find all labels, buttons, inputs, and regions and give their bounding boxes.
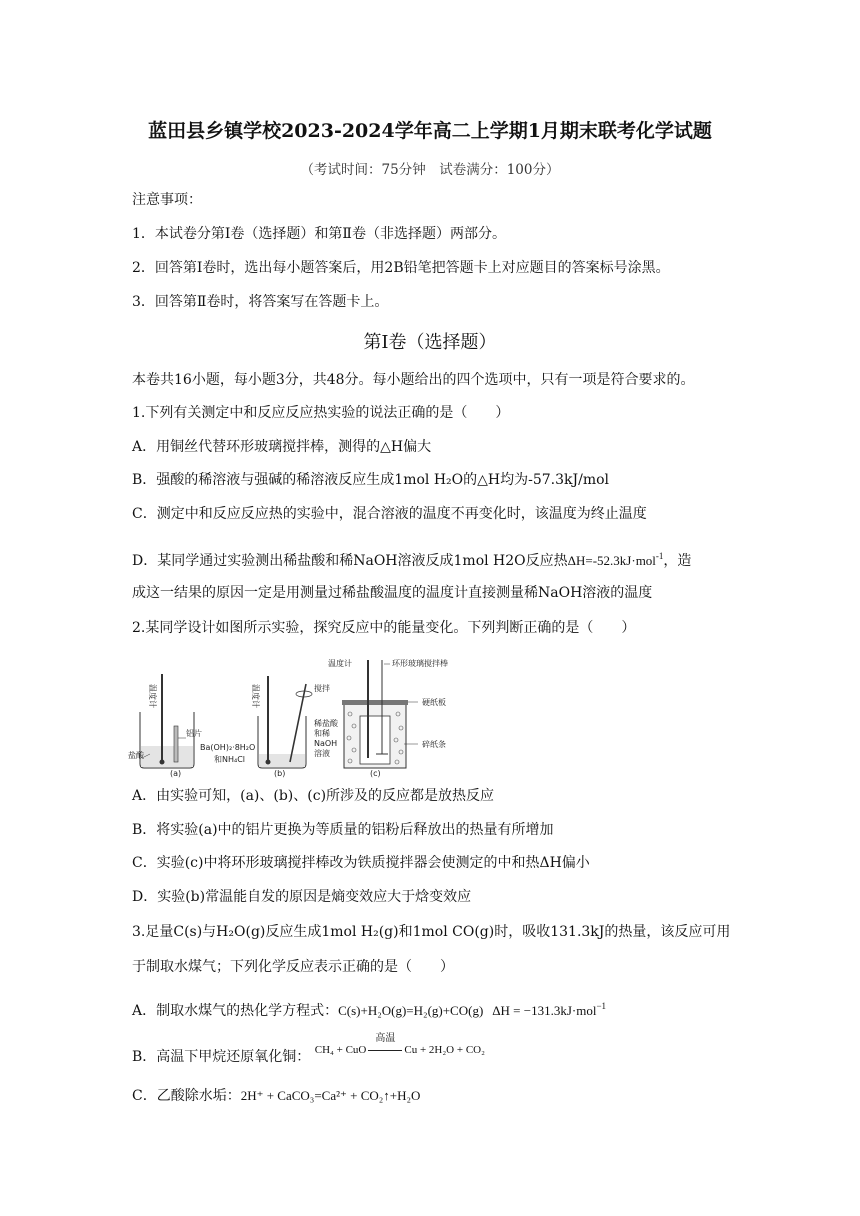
page-title: 蓝田县乡镇学校2023-2024学年高二上学期1月期末联考化学试题 [148, 120, 712, 142]
q1-option-d-cont: 成这一结果的原因一定是用测量过稀盐酸温度的温度计直接测量稀NaOH溶液的温度 [132, 585, 653, 601]
beaker-b [258, 676, 312, 768]
q2-option-d: D．实验(b)常温能自发的原因是熵变效应大于焓变效应 [132, 889, 472, 905]
q2-option-b: B．将实验(a)中的铝片更换为等质量的铝粉后释放出的热量有所增加 [132, 822, 554, 838]
label-b-stir: 搅拌 [314, 684, 330, 693]
experiment-figure [128, 654, 468, 778]
label-c-liquid1: 稀盐酸 [314, 719, 338, 728]
q3-option-c: C．乙酸除水垢：2H⁺ + CaCO₃=Ca²⁺ + CO₂↑+H₂O [132, 1088, 421, 1104]
notes-heading: 注意事项： [132, 192, 202, 208]
q3-option-c-equation: 2H⁺ + CaCO₃=Ca²⁺ + CO₂↑+H₂O [240, 1088, 421, 1103]
label-a-acid: 盐酸 [128, 751, 144, 760]
label-a-tag: (a) [170, 769, 182, 778]
q1-option-a: A．用铜丝代替环形玻璃搅拌棒，测得的△H偏大 [132, 439, 432, 455]
label-c-thermo: 温度计 [328, 659, 352, 668]
q1-option-d: D．某同学通过实验测出稀盐酸和稀NaOH溶液反成1mol H2O反应热ΔH=-52.3kJ·mol$^{-1}$，造 [132, 551, 692, 569]
q1-option-c: C．测定中和反应反应热的实验中，混合溶液的温度不再变化时，该温度为终止温度 [132, 506, 647, 522]
label-b-reagent1: Ba(OH)₂·8H₂O [200, 743, 256, 752]
q3-stem: 3.足量C(s)与H₂O(g)反应生成1mol H₂(g)和1mol CO(g)时，吸收131.3kJ的热量，该反应可用 [132, 924, 731, 940]
q3-option-a-equation: C(s)+H₂O(g)=H₂(g)+CO(g) [338, 1003, 484, 1018]
label-c-liquid2: 和稀 [314, 729, 330, 738]
label-a-thermo: 温度计 [148, 684, 157, 708]
q1-stem: 1.下列有关测定中和反应反应热实验的说法正确的是（ ） [132, 405, 510, 421]
label-b-thermo: 温度计 [251, 684, 260, 708]
label-c-rod: 环形玻璃搅拌棒 [392, 659, 448, 668]
label-a-foil: 铝片 [186, 729, 202, 738]
label-c-liquid4: 溶液 [314, 749, 330, 758]
label-c-liquid3: NaOH [314, 739, 338, 748]
q3-option-a-enthalpy: ΔH = −131.3kJ·mol$^{-1}$ [492, 1001, 607, 1018]
q1-option-d-formula: ΔH=-52.3kJ·mol$^{-1}$ [567, 551, 664, 568]
q1-option-d-text: D．某同学通过实验测出稀盐酸和稀NaOH溶液反成1mol H2O反应热 [132, 553, 568, 569]
q3-stem-cont: 于制取水煤气；下列化学反应表示正确的是（ ） [132, 959, 454, 975]
q3-option-a: A．制取水煤气的热化学方程式：C(s)+H₂O(g)=H₂(g)+CO(g) ΔH = −131.3kJ·mol$^{-1}$ [132, 1001, 607, 1019]
calorimeter-c [342, 660, 418, 768]
section-intro: 本卷共16小题，每小题3分，共48分。每小题给出的四个选项中，只有一项是符合要求的。 [132, 372, 695, 388]
exam-info: （考试时间：75分钟 试卷满分：100分） [300, 162, 560, 178]
note-item: 1．本试卷分第Ⅰ卷（选择题）和第Ⅱ卷（非选择题）两部分。 [132, 226, 506, 242]
note-item: 3．回答第Ⅱ卷时，将答案写在答题卡上。 [132, 294, 389, 310]
label-b-tag: (b) [274, 769, 286, 778]
label-c-paper: 碎纸条 [422, 740, 446, 749]
note-item: 2．回答第Ⅰ卷时，选出每小题答案后，用2B铅笔把答题卡上对应题目的答案标号涂黑。 [132, 260, 670, 276]
q2-option-c: C．实验(c)中将环形玻璃搅拌棒改为铁质搅拌器会使测定的中和热ΔH偏小 [132, 855, 590, 871]
label-c-board: 硬纸板 [422, 698, 446, 707]
label-b-reagent2: 和NH₄Cl [214, 755, 246, 764]
q3-option-b-equation: CH₄ + CuO 高温 Cu + 2H₂O + CO₂ [314, 1033, 485, 1056]
q2-stem: 2.某同学设计如图所示实验，探究反应中的能量变化。下列判断正确的是（ ） [132, 620, 636, 636]
q2-option-a: A．由实验可知，(a)、(b)、(c)所涉及的反应都是放热反应 [132, 788, 495, 804]
label-c-tag: (c) [370, 769, 381, 778]
q3-option-b: B．高温下甲烷还原氧化铜： $^{CH_4 + CuO 高温 Cu + 2H_2O + CO_2}$ [132, 1033, 485, 1065]
section-title: 第Ⅰ卷（选择题） [363, 332, 497, 353]
q1-option-b: B．强酸的稀溶液与强碱的稀溶液反应生成1mol H₂O的△H均为-57.3kJ/mol [132, 472, 609, 488]
